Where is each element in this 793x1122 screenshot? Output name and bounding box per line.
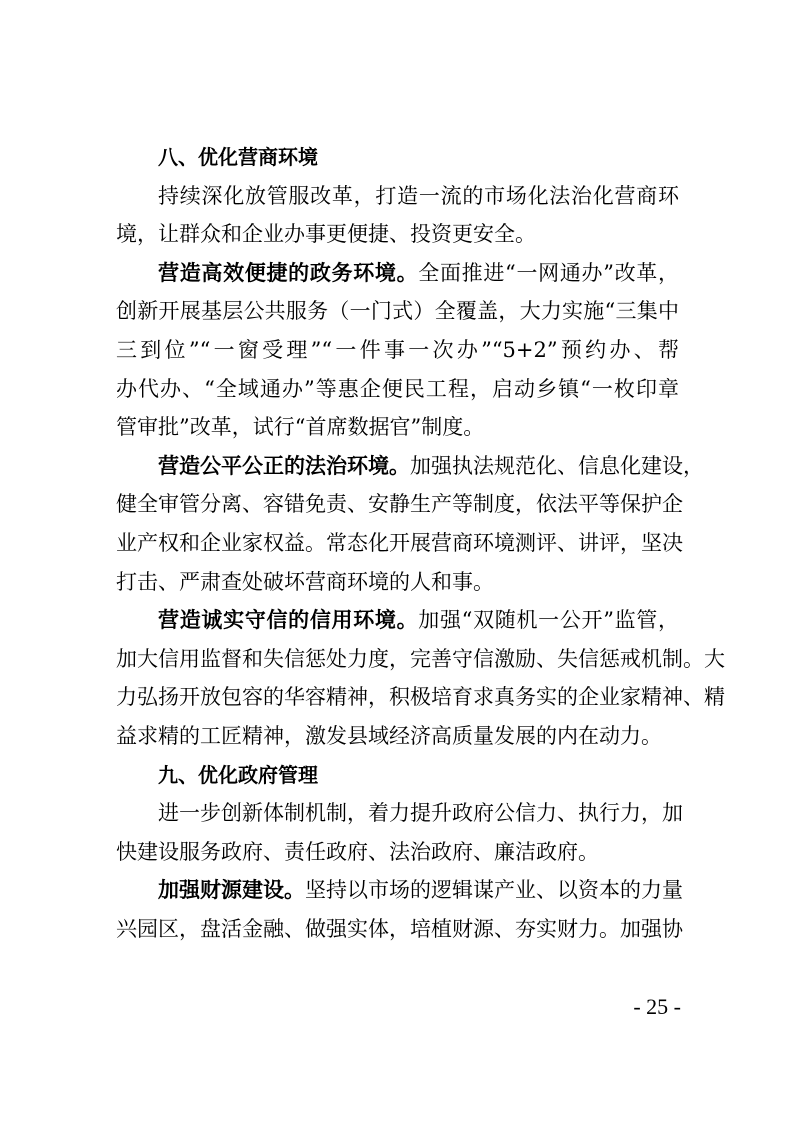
paragraph-line: 业产权和企业家权益。常态化开展营商环境测评、讲评，坚决 [116, 530, 683, 555]
paragraph-line: 境，让群众和企业办事更便捷、投资更安全。 [116, 222, 536, 247]
paragraph-line-text: 加强“双随机一公开”监管， [418, 608, 679, 633]
paragraph-line: 快建设服务政府、责任政府、法治政府、廉洁政府。 [116, 839, 599, 864]
paragraph-line: 加大信用监督和失信惩处力度，完善守信激励、失信惩戒机制。大 [116, 646, 725, 671]
paragraph-credit [116, 601, 725, 755]
paragraph-line: 力弘扬开放包容的华容精神，积极培育求真务实的企业家精神、精 [116, 685, 725, 710]
paragraph-line: 创新开展基层公共服务（一门式）全覆盖，大力实施“三集中 [116, 299, 679, 324]
paragraph-line: 三到位”“一窗受理”“一件事一次办”“5+2”预约办、帮 [116, 337, 679, 362]
paragraph-lead: 加强财源建设。 [158, 877, 305, 903]
paragraph-line [116, 601, 679, 640]
paragraph-line: 进一步创新体制机制，着力提升政府公信力、执行力，加 [158, 801, 683, 826]
paragraph-line: 打击、严肃查处破坏营商环境的人和事。 [116, 569, 494, 594]
paragraph-line [116, 254, 679, 293]
paragraph-line: 兴园区，盘活金融、做强实体，培植财源、夯实财力。加强协 [116, 916, 683, 941]
paragraph-line: 办代办、“全域通办”等惠企便民工程，启动乡镇“一枚印章 [116, 376, 679, 401]
page-number: - 25 - [633, 994, 681, 1019]
paragraph-line-text: 坚持以市场的逻辑谋产业、以资本的力量 [305, 878, 683, 903]
paragraph-line-text: 全面推进“一网通办”改革， [418, 260, 679, 285]
paragraph-line [116, 871, 683, 910]
document-body [116, 138, 725, 948]
paragraph-line: 管审批”改革，试行“首席数据官”制度。 [116, 415, 485, 440]
section-heading-9: 九、优化政府管理 [158, 762, 318, 787]
paragraph-line-text: 加强执法规范化、信息化建设， [410, 453, 704, 478]
paragraph-line [116, 447, 704, 486]
paragraph-lead: 营造诚实守信的信用环境。 [158, 607, 419, 633]
paragraph-line: 持续深化放管服改革，打造一流的市场化法治化营商环 [158, 183, 679, 208]
paragraph-lead: 营造高效便捷的政务环境。 [158, 259, 419, 285]
paragraph-intro-government [116, 794, 683, 871]
paragraph-finance [116, 871, 683, 948]
paragraph-lead: 营造公平公正的法治环境。 [158, 452, 410, 478]
paragraph-line: 健全审管分离、容错免责、安静生产等制度，依法平等保护企 [116, 492, 683, 517]
paragraph-government-service [116, 254, 679, 447]
paragraph-intro-business [116, 177, 679, 254]
paragraph-line: 益求精的工匠精神，激发县域经济高质量发展的内在动力。 [116, 723, 662, 748]
section-heading-8: 八、优化营商环境 [158, 145, 318, 169]
paragraph-rule-of-law [116, 447, 704, 601]
